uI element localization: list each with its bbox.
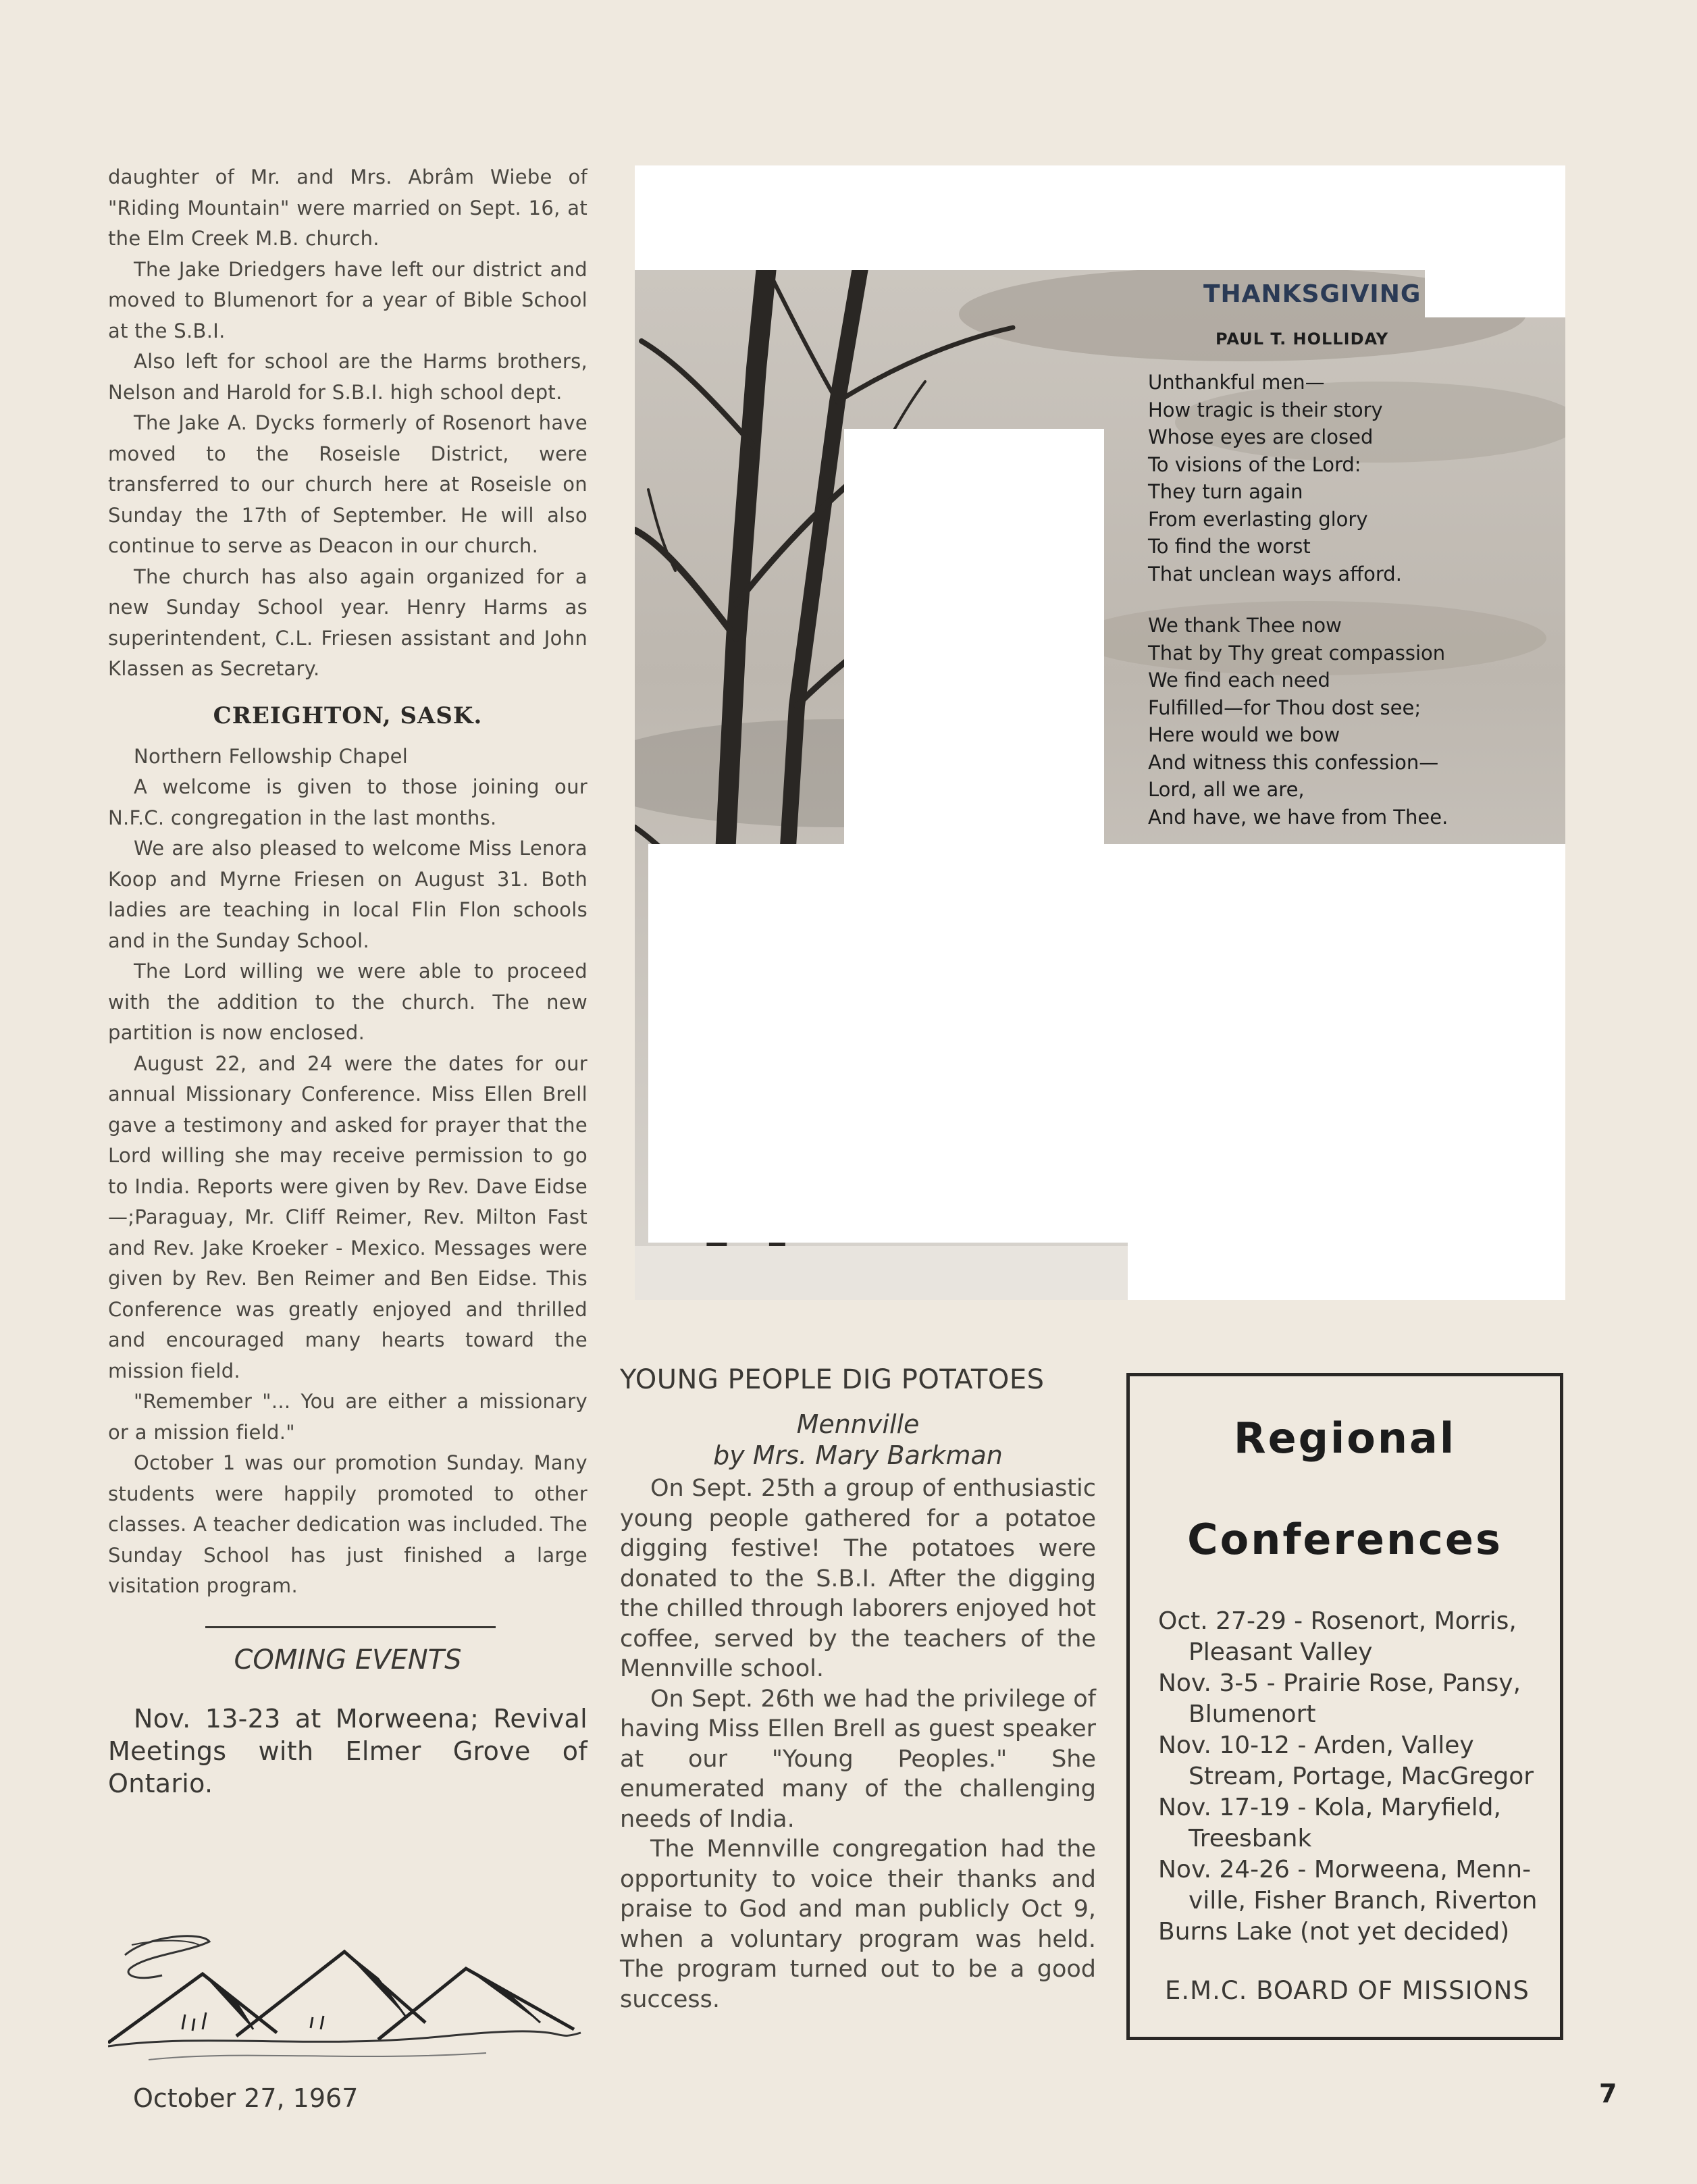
conference-entry-cont: Treesbank [1189, 1825, 1312, 1852]
poem-line: We find each need [1148, 669, 1330, 692]
conference-entry: Nov. 10-12 - Arden, Valley [1158, 1732, 1474, 1759]
news-paragraph: The church has also again organized for a new Sunday School year. Henry Harms as superintendent, C.L. Friesen assistant and John Klassen as Secretary. [108, 565, 588, 680]
poem-line: To find the worst [1148, 535, 1311, 558]
conference-entry: Nov. 17-19 - Kola, Maryfield, [1158, 1794, 1501, 1821]
poem-line: Fulfilled—for Thou dost see; [1148, 696, 1421, 719]
mountain-illustration [108, 1915, 588, 2070]
article-place: Mennville [796, 1409, 920, 1439]
thanksgiving-poem [1148, 280, 1526, 831]
conference-entry: Nov. 24-26 - Morweena, Menn- [1158, 1856, 1532, 1883]
news-paragraph: We are also pleased to welcome Miss Lenora Koop and Myrne Friesen on August 31. Both ladies are teaching in local Flin Flon schools and in the Sunday School. [108, 837, 588, 952]
chapel-name: Northern Fellowship Chapel [134, 744, 409, 768]
poem-line: Here would we bow [1148, 723, 1340, 746]
news-paragraph: The Jake Driedgers have left our district and moved to Blumenort for a year of Bible School at the S.B.I. [108, 257, 588, 342]
news-paragraph: October 1 was our promotion Sunday. Many students were happily promoted to other classes. A teacher dedication was included. The Sunday School has just finished a large visitation program. [108, 1451, 588, 1597]
poem-line: Lord, all we are, [1148, 778, 1305, 801]
article-title: YOUNG PEOPLE DIG POTATOES [620, 1364, 1045, 1395]
poem-line: That by Thy great compassion [1148, 641, 1446, 665]
redaction-block [1128, 1239, 1565, 1300]
conferences-list [1158, 1606, 1553, 1948]
poem-line: To visions of the Lord: [1148, 452, 1361, 476]
conferences-signature: E.M.C. BOARD OF MISSIONS [1165, 1976, 1530, 2005]
article-paragraph: On Sept. 25th a group of enthusiastic young people gathered for a potatoe digging festive! The potatoes were donated to the S.B.I. After the digging the chilled through laborers enjoyed hot coffee, served by the teachers of the Mennville school. [620, 1475, 1096, 1682]
news-paragraph: "Remember "... You are either a missionary or a mission field." [108, 1390, 588, 1444]
article-paragraph: The Mennville congregation had the opportunity to voice their thanks and praise to God and man publicly Oct 9, when a voluntary program was held. The program turned out to be a good success. [620, 1836, 1096, 2013]
footer-date: October 27, 1967 [133, 2083, 359, 2113]
poem-line: From everlasting glory [1148, 507, 1368, 531]
poem-line: And witness this confession— [1148, 750, 1439, 774]
news-paragraph: daughter of Mr. and Mrs. Abrâm Wiebe of "Riding Mountain" were married on Sept. 16, at the Elm Creek M.B. church. [108, 165, 588, 250]
conference-entry-cont: ville, Fisher Branch, Riverton [1189, 1887, 1538, 1915]
conference-entry-cont: Stream, Portage, MacGregor [1189, 1763, 1534, 1790]
conference-entry-cont: Pleasant Valley [1189, 1638, 1373, 1666]
creighton-heading: CREIGHTON, SASK. [213, 702, 483, 729]
news-paragraph: The Jake A. Dycks formerly of Rosenort have moved to the Roseisle District, were transferred to our church here at Roseisle on Sunday the 17th of September. He will also continue to serve as Deacon in our church. [108, 411, 588, 557]
news-paragraph: The Lord willing we were able to proceed with the addition to the church. The new partition is now enclosed. [108, 960, 588, 1044]
redaction-block [648, 844, 1565, 1243]
poem-author: PAUL T. HOLLIDAY [1216, 330, 1389, 348]
article-paragraph: On Sept. 26th we had the privilege of having Miss Ellen Brell as guest speaker at our "Young Peoples." She enumerated many of the challenging needs of India. [620, 1685, 1096, 1833]
redaction-block [635, 165, 1565, 270]
section-divider [205, 1626, 496, 1628]
poem-line: And have, we have from Thee. [1148, 805, 1448, 829]
news-paragraph: Also left for school are the Harms brothers, Nelson and Harold for S.B.I. high school dept. [108, 350, 588, 404]
poem-line: We thank Thee now [1148, 614, 1342, 637]
conferences-title-line2: Conferences [1187, 1515, 1503, 1564]
conference-extra: Burns Lake (not yet decided) [1158, 1918, 1510, 1946]
regional-conferences-box [1126, 1373, 1563, 2040]
poem-line: Whose eyes are closed [1148, 425, 1374, 448]
poem-line: They turn again [1148, 480, 1303, 503]
poem-line: That unclean ways afford. [1148, 562, 1402, 586]
news-paragraph: A welcome is given to those joining our N.F.C. congregation in the last months. [108, 775, 588, 829]
conference-entry-cont: Blumenort [1189, 1700, 1316, 1728]
poem-line: Unthankful men— [1148, 371, 1325, 394]
poem-title: THANKSGIVING [1203, 280, 1421, 308]
news-paragraph: August 22, and 24 were the dates for our annual Missionary Conference. Miss Ellen Brell gave a testimony and asked for prayer that the Lord willing she may receive permission to go to India. Reports were given by Rev. Dave Eidse—;Paraguay, Mr. Cliff Reimer, Rev. Milton Fast and Rev. Jake Kroeker - Mexico. Messages were given by Rev. Ben Reimer and Ben Eidse. This Conference was greatly enjoyed and thrilled and encouraged many hearts toward the mission field. [108, 1051, 588, 1382]
poem-line: How tragic is their story [1148, 398, 1383, 421]
left-column [108, 162, 588, 1800]
conference-entry: Nov. 3-5 - Prairie Rose, Pansy, [1158, 1669, 1521, 1697]
conferences-title-line1: Regional [1233, 1413, 1457, 1463]
page-number: 7 [1599, 2079, 1617, 2108]
conference-entry: Oct. 27-29 - Rosenort, Morris, [1158, 1607, 1517, 1635]
coming-events-heading: COMING EVENTS [234, 1644, 462, 1675]
article-byline: by Mrs. Mary Barkman [713, 1440, 1003, 1470]
coming-events-text: Nov. 13-23 at Morweena; Revival Meetings with Elmer Grove of Ontario. [108, 1703, 588, 1798]
stanza-gap [1148, 588, 1526, 612]
potatoes-article [620, 1364, 1096, 2014]
